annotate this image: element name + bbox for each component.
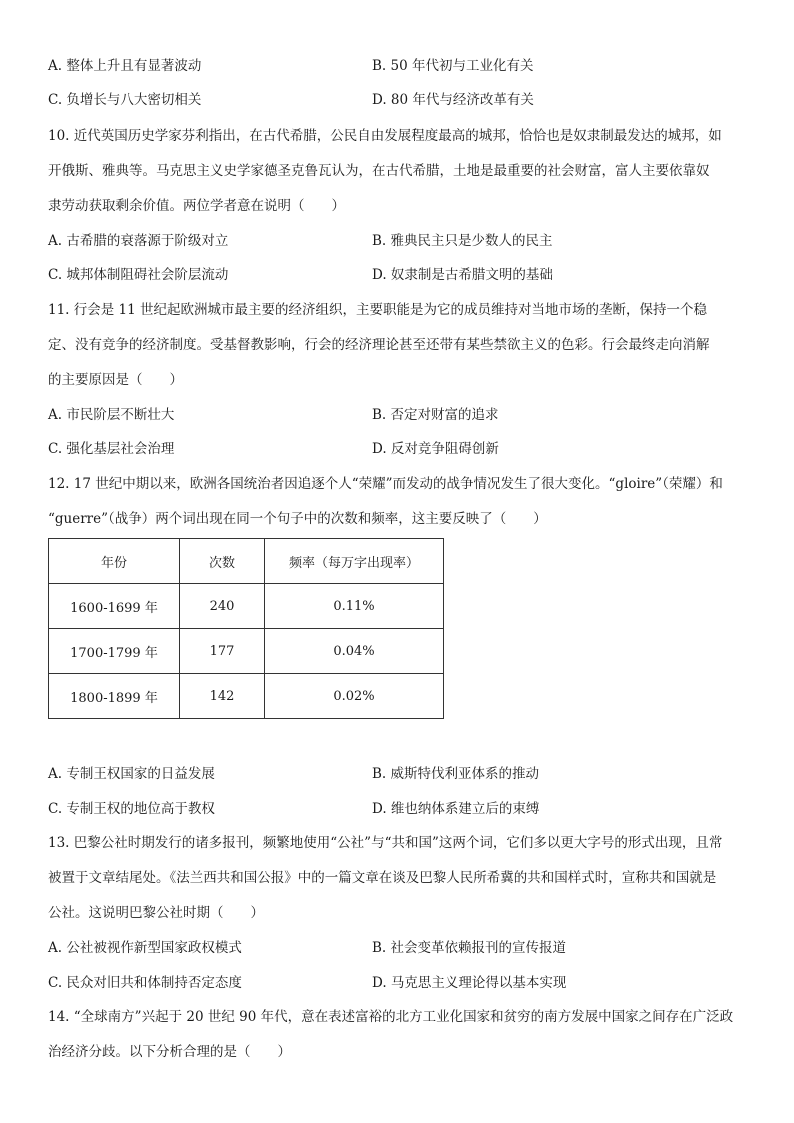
q13-option-c: C. 民众对旧共和体制持否定态度 — [48, 975, 242, 991]
table-header-frequency: 频率（每万字出现率） — [265, 539, 444, 584]
q10-option-b: B. 雅典民主只是少数人的民主 — [372, 233, 553, 249]
table-cell-count: 142 — [180, 674, 265, 719]
q10-option-c: C. 城邦体制阻碍社会阶层流动 — [48, 267, 229, 283]
q10-stem-line-3: 隶劳动获取剩余价值。两位学者意在说明（ ） — [48, 198, 345, 214]
table-row — [49, 674, 444, 719]
q12-stem-line-1: 12. 17 世纪中期以来，欧洲各国统治者因追逐个人“荣耀”而发动的战争情况发生了很大变化。“gloire”（荣耀）和 — [48, 476, 723, 492]
q9-option-c: C. 负增长与八大密切相关 — [48, 92, 202, 108]
q9-option-d: D. 80 年代与经济改革有关 — [372, 92, 534, 108]
q14-stem-line-2: 治经济分歧。以下分析合理的是（ ） — [48, 1044, 291, 1060]
q9-option-b: B. 50 年代初与工业化有关 — [372, 58, 534, 74]
q11-option-c: C. 强化基层社会治理 — [48, 441, 175, 457]
table-cell-year: 1700-1799 年 — [49, 629, 180, 674]
q13-stem-line-2: 被置于文章结尾处。《法兰西共和国公报》中的一篇文章在谈及巴黎人民所希冀的共和国样式时，宣称共和国就是 — [48, 870, 717, 886]
q10-option-d: D. 奴隶制是古希腊文明的基础 — [372, 267, 553, 283]
q11-option-a: A. 市民阶层不断壮大 — [48, 407, 175, 423]
q12-option-b: B. 威斯特伐利亚体系的推动 — [372, 766, 540, 782]
table-header-year: 年份 — [49, 539, 180, 584]
q12-stem-line-2: “guerre”（战争）两个词出现在同一个句子中的次数和频率，这主要反映了（ ） — [48, 511, 547, 527]
table-row — [49, 584, 444, 629]
q10-stem-line-1: 10. 近代英国历史学家芬利指出，在古代希腊，公民自由发展程度最高的城邦，恰恰也是奴隶制最发达的城邦，如 — [48, 128, 722, 144]
table-header-row — [49, 539, 444, 584]
q11-option-d: D. 反对竞争阻碍创新 — [372, 441, 499, 457]
q12-option-d: D. 维也纳体系建立后的束缚 — [372, 801, 540, 817]
table-cell-year: 1800-1899 年 — [49, 674, 180, 719]
q11-stem-line-1: 11. 行会是 11 世纪起欧洲城市最主要的经济组织，主要职能是为它的成员维持对当地市场的垄断，保持一个稳 — [48, 302, 708, 318]
q14-stem-line-1: 14. “全球南方”兴起于 20 世纪 90 年代，意在表述富裕的北方工业化国家和贫穷的南方发展中国家之间存在广泛政 — [48, 1009, 734, 1025]
q11-option-b: B. 否定对财富的追求 — [372, 407, 499, 423]
q13-option-b: B. 社会变革依赖报刊的宣传报道 — [372, 940, 567, 956]
q12-option-c: C. 专制王权的地位高于教权 — [48, 801, 215, 817]
table-cell-frequency: 0.04% — [265, 629, 444, 674]
q11-stem-line-3: 的主要原因是（ ） — [48, 372, 183, 388]
q13-stem-line-1: 13. 巴黎公社时期发行的诸多报刊，频繁地使用“公社”与“共和国”这两个词，它们多以更大字号的形式出现，且常 — [48, 835, 723, 851]
q10-stem-line-2: 开俄斯、雅典等。马克思主义史学家德圣克鲁瓦认为，在古代希腊，土地是最重要的社会财富，富人主要依靠奴 — [48, 163, 710, 179]
table-row — [49, 629, 444, 674]
table-cell-year: 1600-1699 年 — [49, 584, 180, 629]
table-cell-count: 240 — [180, 584, 265, 629]
q13-option-a: A. 公社被视作新型国家政权模式 — [48, 940, 242, 956]
table-cell-frequency: 0.02% — [265, 674, 444, 719]
q9-option-a: A. 整体上升且有显著波动 — [48, 58, 202, 74]
q13-stem-line-3: 公社。这说明巴黎公社时期（ ） — [48, 905, 264, 921]
table-header-count: 次数 — [180, 539, 265, 584]
q10-option-a: A. 古希腊的衰落源于阶级对立 — [48, 233, 229, 249]
frequency-table — [48, 538, 444, 719]
q13-option-d: D. 马克思主义理论得以基本实现 — [372, 975, 567, 991]
q12-option-a: A. 专制王权国家的日益发展 — [48, 766, 215, 782]
q11-stem-line-2: 定、没有竞争的经济制度。受基督教影响，行会的经济理论甚至还带有某些禁欲主义的色彩。行会最终走向消解 — [48, 337, 710, 353]
table-cell-count: 177 — [180, 629, 265, 674]
table-cell-frequency: 0.11% — [265, 584, 444, 629]
